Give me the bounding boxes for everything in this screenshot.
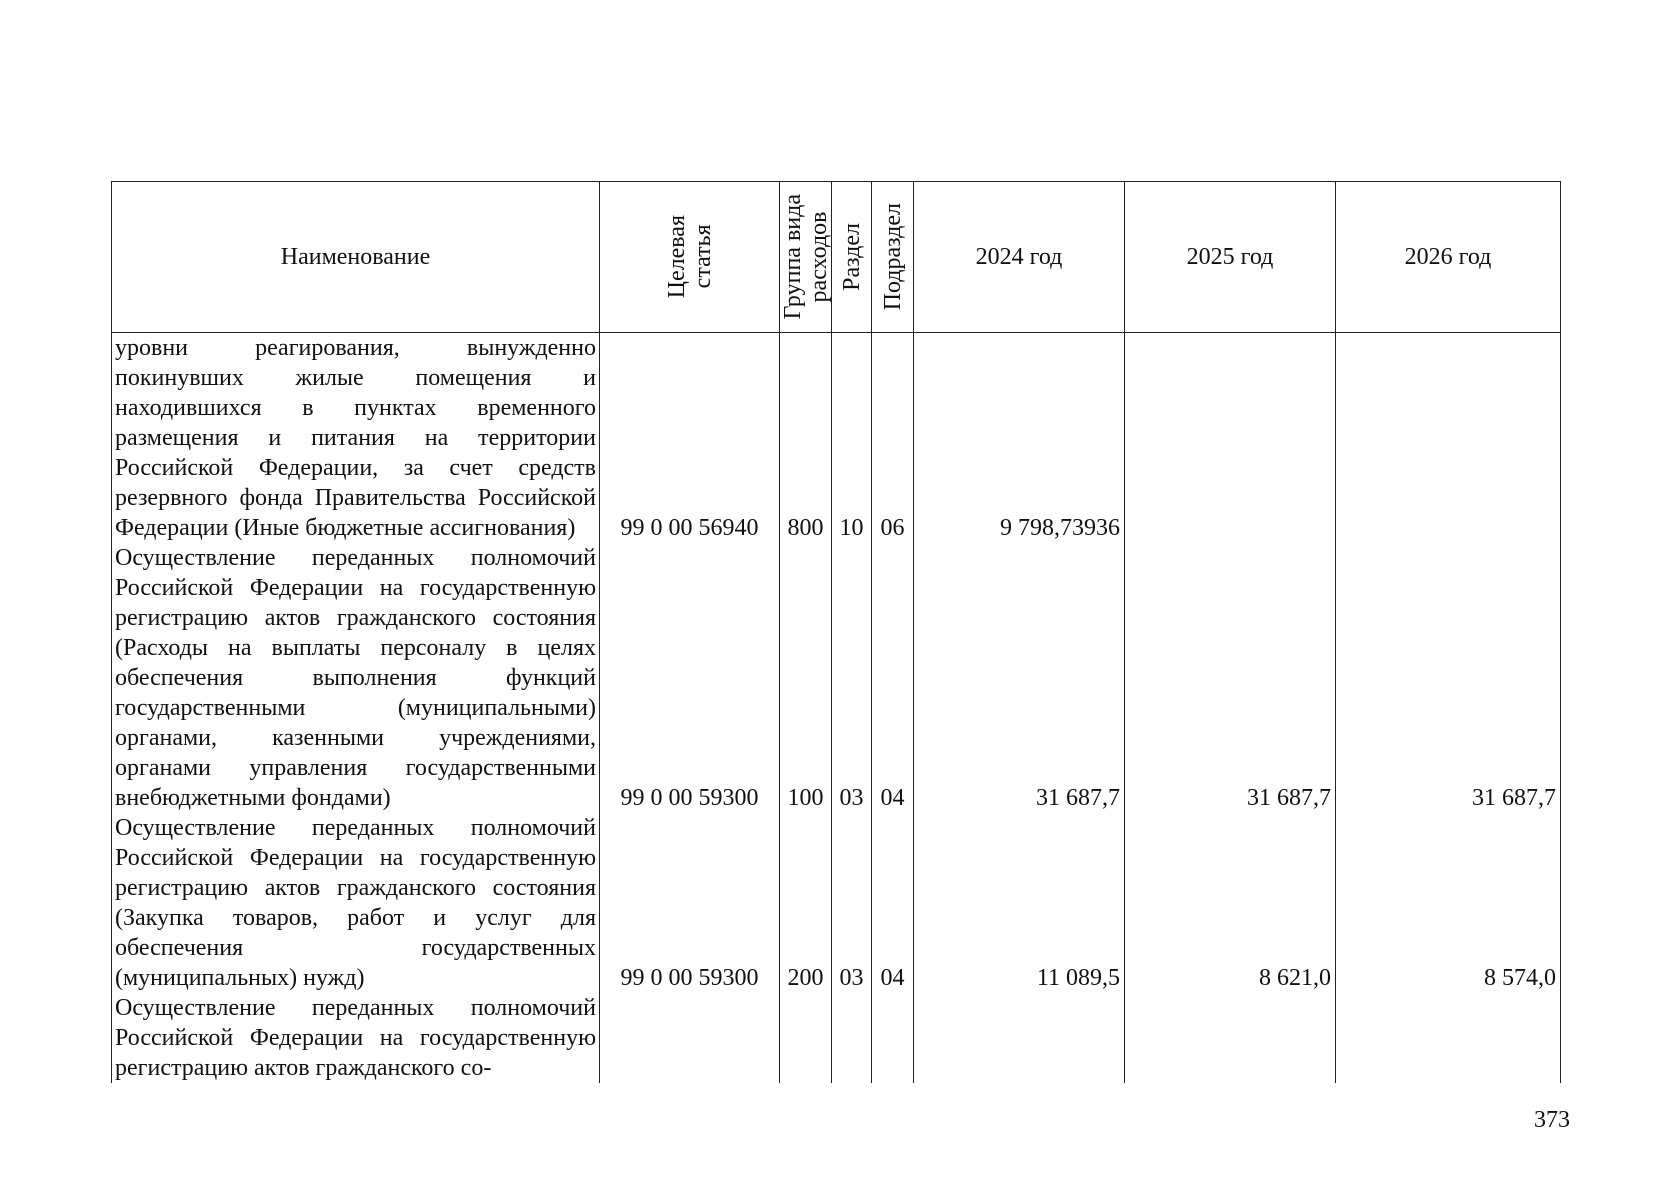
header-year-2025-label: 2025 год xyxy=(1186,244,1274,270)
header-year-2024 xyxy=(914,182,1125,333)
header-section-label: Раздел xyxy=(838,223,865,291)
row-value-2025 xyxy=(1125,333,1336,544)
header-expense-group xyxy=(780,182,832,333)
budget-table xyxy=(111,181,1561,1083)
row-value-2024: 11 089,5 xyxy=(914,813,1125,993)
header-expense-group-label: Группа вида расходов xyxy=(779,194,832,320)
row-value-2026 xyxy=(1336,333,1561,544)
row-value-2024: 9 798,73936 xyxy=(914,333,1125,544)
header-subsection-label: Подраздел xyxy=(879,203,906,311)
row-subsection: 04 xyxy=(872,813,914,993)
row-target-article: 99 0 00 59300 xyxy=(600,543,780,813)
row-target-article: 99 0 00 59300 xyxy=(600,813,780,993)
header-year-2024-label: 2024 год xyxy=(975,244,1063,270)
header-name-label: Наименование xyxy=(280,244,431,270)
row-subsection: 06 xyxy=(872,333,914,544)
header-subsection xyxy=(872,182,914,333)
row-section xyxy=(832,993,872,1083)
header-name xyxy=(112,182,600,333)
page-number: 373 xyxy=(1534,1107,1570,1133)
row-target-article: 99 0 00 56940 xyxy=(600,333,780,544)
row-value-2025: 31 687,7 xyxy=(1125,543,1336,813)
row-value-2026: 8 574,0 xyxy=(1336,813,1561,993)
table-header-row xyxy=(112,182,1561,333)
row-expense-group: 200 xyxy=(780,813,832,993)
header-target-article-label: Целевая статья xyxy=(663,215,716,299)
row-name: уровни реагирования, вынужденно покинувших жилые помещения и находившихся в пунктах временного размещения и питания на территории Российской Федерации, за счет средств резервного фонда Правительства Российской Федерации (Иные бюджетные ассигнования) xyxy=(112,333,600,544)
row-expense-group xyxy=(780,993,832,1083)
row-target-article xyxy=(600,993,780,1083)
row-name: Осуществление переданных полномочий Российской Федерации на государственную регистрацию актов гражданского со- xyxy=(112,993,600,1083)
row-expense-group: 800 xyxy=(780,333,832,544)
row-value-2025 xyxy=(1125,993,1336,1083)
row-section: 03 xyxy=(832,543,872,813)
header-target-article xyxy=(600,182,780,333)
header-year-2025 xyxy=(1125,182,1336,333)
row-name: Осуществление переданных полномочий Российской Федерации на государственную регистрацию актов гражданского состояния (Расходы на выплаты персоналу в целях обеспечения выполнения функций государственными (муниципальными) органами, казенными учреждениями, органами управления государственными внебюджетными фондами) xyxy=(112,543,600,813)
table-row xyxy=(112,813,1561,993)
row-section: 03 xyxy=(832,813,872,993)
header-year-2026-label: 2026 год xyxy=(1404,244,1492,270)
header-section xyxy=(832,182,872,333)
header-year-2026 xyxy=(1336,182,1561,333)
row-subsection xyxy=(872,993,914,1083)
row-section: 10 xyxy=(832,333,872,544)
row-subsection: 04 xyxy=(872,543,914,813)
row-value-2024 xyxy=(914,993,1125,1083)
row-expense-group: 100 xyxy=(780,543,832,813)
row-name: Осуществление переданных полномочий Российской Федерации на государственную регистрацию актов гражданского состояния (Закупка товаров, работ и услуг для обеспечения государственных (муниципальных) нужд) xyxy=(112,813,600,993)
table-row xyxy=(112,543,1561,813)
table-row xyxy=(112,333,1561,544)
row-value-2025: 8 621,0 xyxy=(1125,813,1336,993)
table-row xyxy=(112,993,1561,1083)
row-value-2024: 31 687,7 xyxy=(914,543,1125,813)
row-value-2026: 31 687,7 xyxy=(1336,543,1561,813)
row-value-2026 xyxy=(1336,993,1561,1083)
